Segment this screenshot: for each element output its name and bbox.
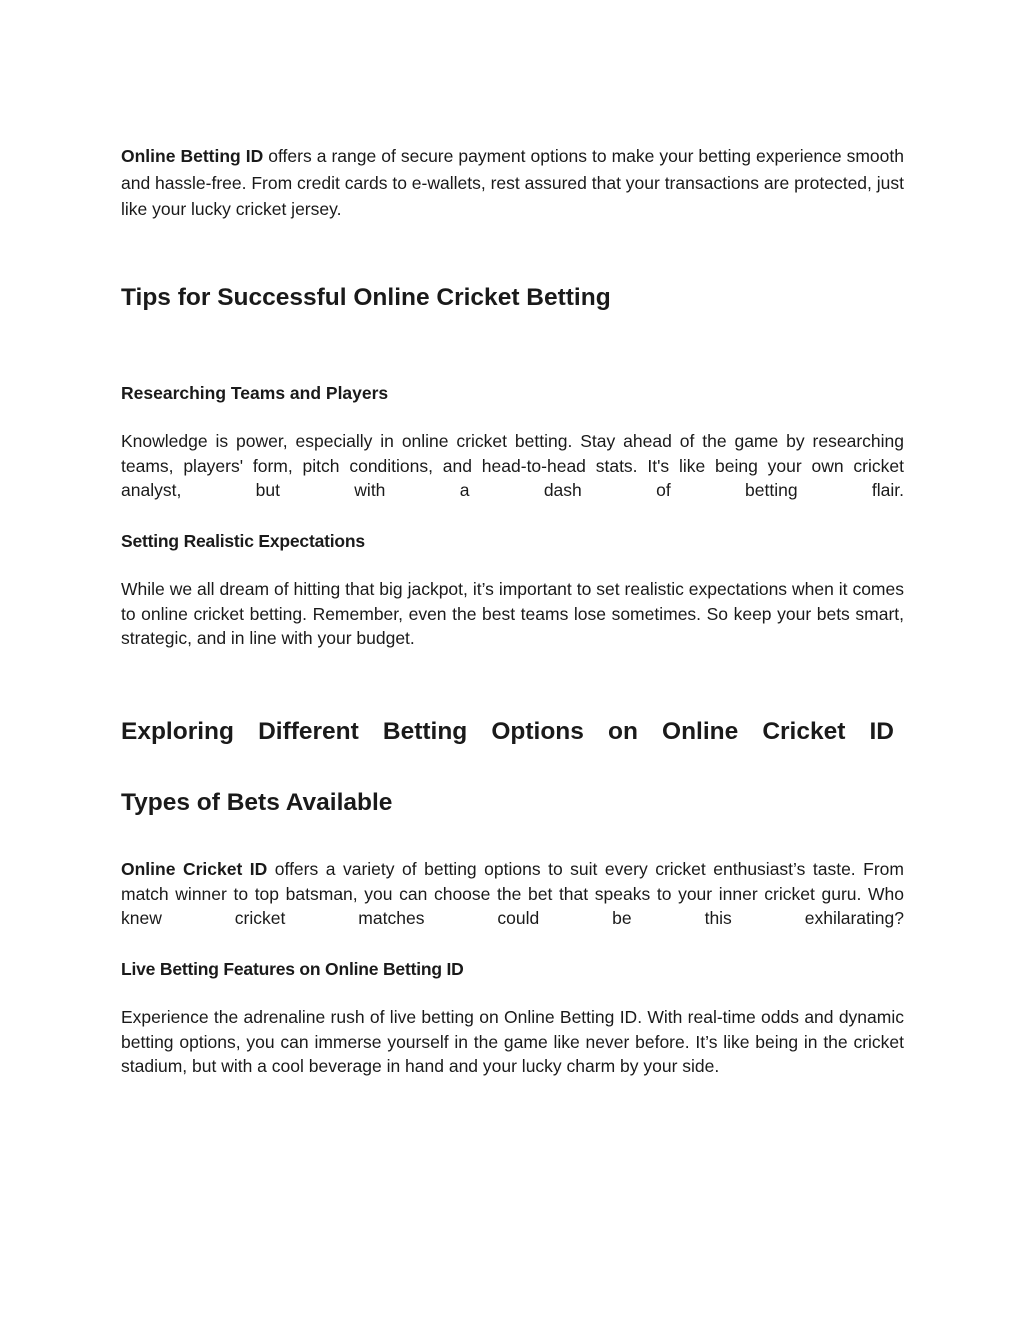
intro-paragraph	[121, 143, 904, 223]
intro-text: offers a range of secure payment options to make your betting experience smooth and hassle-free. From credit cards to e-wallets, rest assured that your transactions are protected, just like your lucky cricket jersey.	[121, 146, 904, 219]
types-lead: Online Cricket ID	[121, 859, 268, 879]
intro-lead: Online Betting ID	[121, 146, 264, 166]
types-paragraph	[121, 857, 904, 931]
tips-heading: Tips for Successful Online Cricket Betting	[121, 284, 611, 311]
expectations-paragraph: While we all dream of hitting that big jackpot, it’s important to set realistic expectations when it comes to online cricket betting. Remember, even the best teams lose sometimes. So keep your bets smart, strategic, and in line with your budget.	[121, 579, 904, 648]
live-heading: Live Betting Features on Online Betting ID	[121, 959, 464, 979]
research-paragraph: Knowledge is power, especially in online cricket betting. Stay ahead of the game by researching teams, players' form, pitch conditions, and head-to-head stats. It's like being your own cricket analyst, but with a dash of betting flair.	[121, 431, 904, 500]
research-heading: Researching Teams and Players	[121, 383, 389, 403]
exploring-heading: Exploring Different Betting Options on Online Cricket ID	[121, 718, 894, 745]
types-text: offers a variety of betting options to suit every cricket enthusiast’s taste. From match winner to top batsman, you can choose the bet that speaks to your inner cricket guru. Who knew cricket matches could be this exhilarating?	[121, 859, 904, 928]
types-heading: Types of Bets Available	[121, 789, 393, 816]
expectations-heading: Setting Realistic Expectations	[121, 531, 365, 551]
live-paragraph: Experience the adrenaline rush of live betting on Online Betting ID. With real-time odds and dynamic betting options, you can immerse yourself in the game like never before. It’s like being in the cricket stadium, but with a cool beverage in hand and your lucky charm by your side.	[121, 1007, 904, 1076]
